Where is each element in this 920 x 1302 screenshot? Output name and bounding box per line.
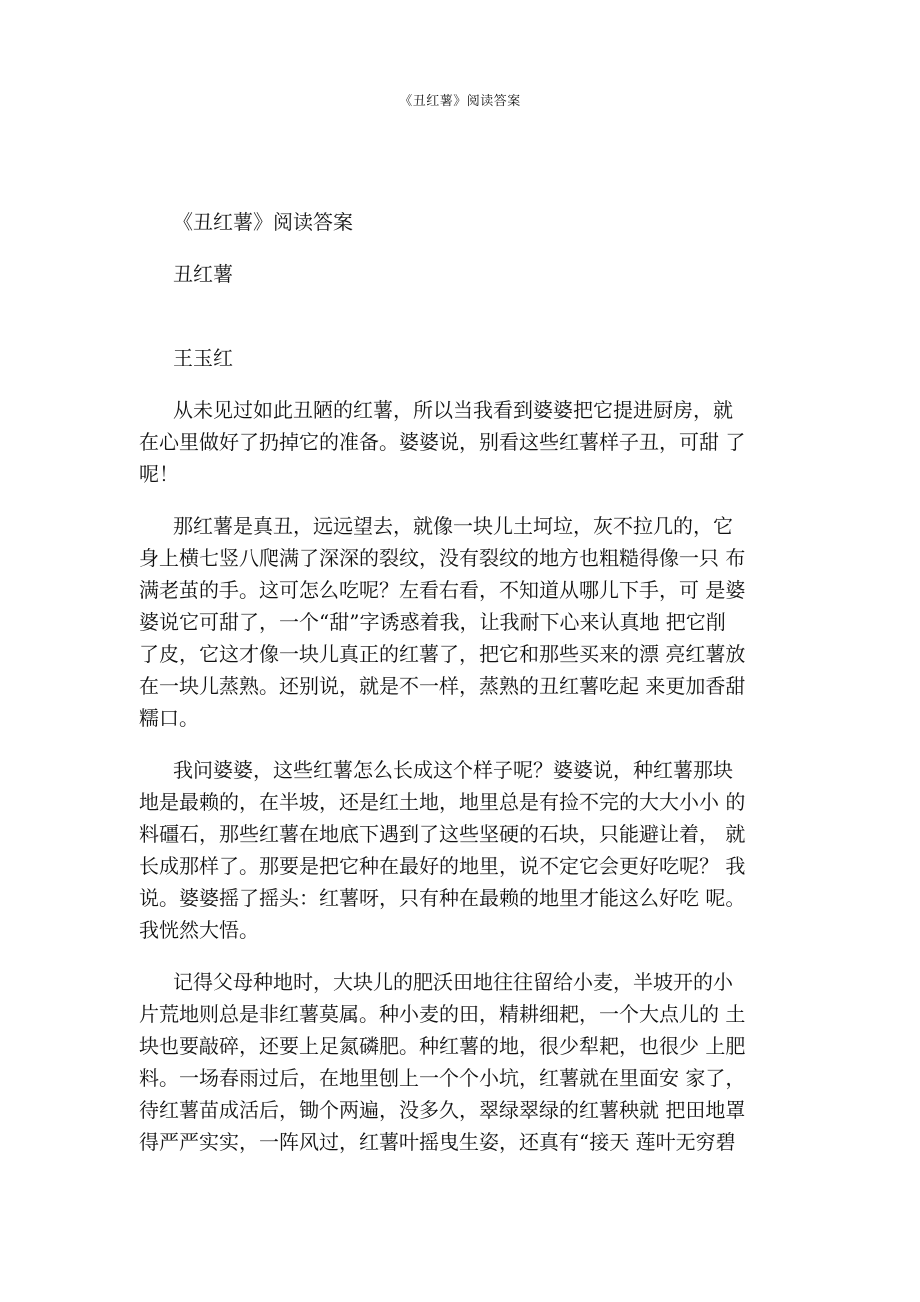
article-body: [139, 206, 795, 1178]
paragraph-line: 记得父母种地时，大块儿的肥沃田地往往留给小麦，半坡开的小: [173, 970, 733, 994]
paragraph-line: 婆说它可甜了，一个“甜”字诱惑着我，让我耐下心来认真地 把它削: [139, 610, 726, 634]
paragraph-line: 我问婆婆，这些红薯怎么长成这个样子呢？婆婆说，种红薯那块: [173, 758, 733, 782]
paragraph-line: 了皮，它这才像一块儿真正的红薯了，把它和那些买来的漂 亮红薯放: [139, 642, 746, 666]
paragraph-2: [139, 510, 795, 734]
paragraph-line: 长成那样了。那要是把它种在最好的地里，说不定它会更好吃呢？ 我: [139, 854, 746, 878]
paragraph-line: 料。一场春雨过后，在地里刨上一个个小坑，红薯就在里面安 家了，: [139, 1066, 746, 1090]
paragraph-line: 从未见过如此丑陋的红薯，所以当我看到婆婆把它提进厨房，就: [173, 398, 733, 422]
paragraph-line: 在心里做好了扔掉它的准备。婆婆说，别看这些红薯样子丑，可甜 了: [139, 430, 746, 454]
author-name: 王玉红: [173, 346, 233, 370]
paragraph-3: [139, 754, 795, 946]
paragraph-line: 糯口。: [139, 706, 199, 730]
paragraph-line: 得严严实实，一阵风过，红薯叶摇曳生姿，还真有“接天 莲叶无穷碧: [139, 1130, 736, 1154]
paragraph-line: 那红薯是真丑，远远望去，就像一块儿土坷垃，灰不拉几的，它: [173, 514, 733, 538]
paragraph-line: 片荒地则总是非红薯莫属。种小麦的田，精耕细耙，一个大点儿的 土: [139, 1002, 746, 1026]
running-header: 《丑红薯》阅读答案: [399, 94, 521, 109]
paragraph-line: 我恍然大悟。: [139, 918, 259, 942]
document-title: 《丑红薯》阅读答案: [173, 210, 353, 234]
paragraph-1: [139, 394, 795, 490]
paragraph-line: 块也要敲碎，还要上足氮磷肥。种红薯的地，很少犁耙，也很少 上肥: [139, 1034, 746, 1058]
paragraph-line: 满老茧的手。这可怎么吃呢？左看右看，不知道从哪儿下手，可 是婆: [139, 578, 746, 602]
paragraph-line: 在一块儿蒸熟。还别说，就是不一样，蒸熟的丑红薯吃起 来更加香甜: [139, 674, 746, 698]
paragraph-line: 待红薯苗成活后，锄个两遍，没多久，翠绿翠绿的红薯秧就 把田地罩: [139, 1098, 746, 1122]
paragraph-line: 说。婆婆摇了摇头：红薯呀，只有种在最赖的地里才能这么好吃 呢。: [139, 886, 746, 910]
paragraph-line: 呢！: [139, 462, 179, 486]
paragraph-line: 地是最赖的，在半坡，还是红土地，地里总是有捡不完的大大小小 的: [139, 790, 746, 814]
story-title: 丑红薯: [173, 262, 233, 286]
paragraph-line: 身上横七竖八爬满了深深的裂纹，没有裂纹的地方也粗糙得像一只 布: [139, 546, 746, 570]
paragraph-4: [139, 966, 795, 1158]
paragraph-line: 料礓石，那些红薯在地底下遇到了这些坚硬的石块，只能避让着， 就: [139, 822, 746, 846]
